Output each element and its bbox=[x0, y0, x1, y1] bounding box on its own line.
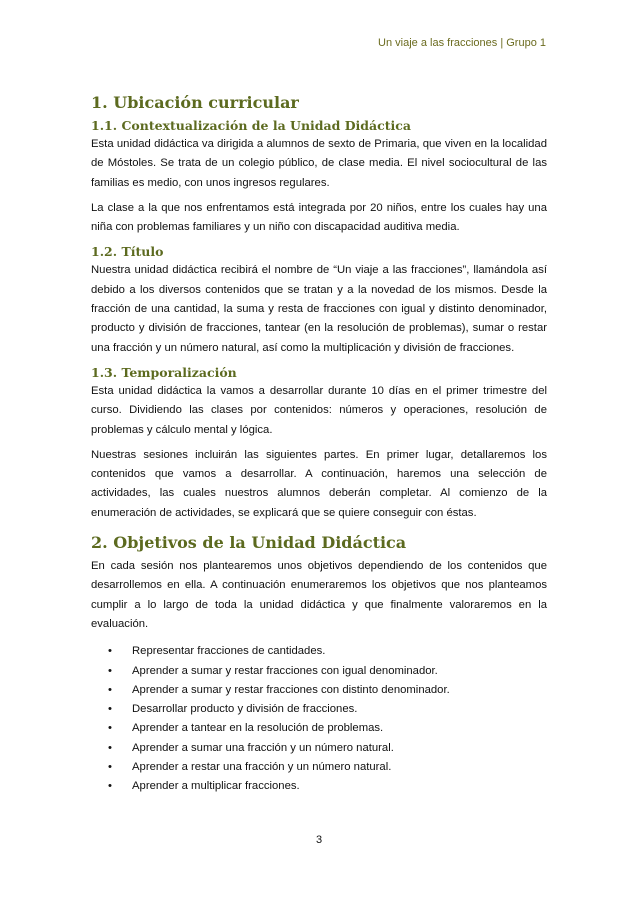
paragraph-context-2: La clase a la que nos enfrentamos está integrada por 20 niños, entre los cuales hay una niña con problemas familiares y un niño con discapacidad auditiva media. bbox=[91, 201, 547, 234]
paragraph-timing-2: Nuestras sesiones incluirán las siguientes partes. En primer lugar, detallaremos los contenidos que vamos a desarrollar. A continuación, haremos una selección de actividades, las cuales nuestros alumnos deberán completar. Al comienzo de la enumeración de actividades, se explicará que se quiere conseguir con éstas. bbox=[91, 448, 547, 519]
bullet-icon: • bbox=[108, 645, 112, 658]
objectives-list bbox=[91, 642, 547, 796]
list-item: • Aprender a sumar y restar fracciones con igual denominador. bbox=[108, 662, 547, 681]
subsection-heading-1-1: 1.1. Contextualización de la Unidad Didáctica bbox=[91, 118, 411, 133]
running-header: Un viaje a las fracciones | Grupo 1 bbox=[378, 37, 546, 49]
section-heading-1: 1. Ubicación curricular bbox=[91, 93, 299, 112]
list-item: • Aprender a sumar y restar fracciones con distinto denominador. bbox=[108, 681, 547, 700]
list-item: • Representar fracciones de cantidades. bbox=[108, 642, 547, 661]
list-item: • Desarrollar producto y división de fracciones. bbox=[108, 700, 547, 719]
page-number: 3 bbox=[315, 834, 323, 846]
list-item: • Aprender a tantear en la resolución de problemas. bbox=[108, 719, 547, 738]
bullet-icon: • bbox=[108, 703, 112, 716]
bullet-icon: • bbox=[108, 722, 112, 735]
bullet-icon: • bbox=[108, 761, 112, 774]
paragraph-title: Nuestra unidad didáctica recibirá el nombre de “Un viaje a las fracciones”, llamándola así debido a los diversos contenidos que se tratan y a la novedad de los mismos. Desde la fracción de una cantidad, la suma y resta de fracciones con igual y distinto denominador, producto y división de fracciones, tantear (en la resolución de problemas), sumar o restar una fracción y un número natural, así como la multiplicación y división de fracciones. bbox=[91, 264, 547, 354]
paragraph-context-1: Esta unidad didáctica va dirigida a alumnos de sexto de Primaria, que viven en la localidad de Móstoles. Se trata de un colegio público, de clase media. El nivel sociocultural de las familias es medio, con unos ingresos regulares. bbox=[91, 138, 547, 189]
section-heading-2: 2. Objetivos de la Unidad Didáctica bbox=[91, 533, 407, 553]
bullet-icon: • bbox=[108, 664, 112, 677]
paragraph-timing-1: Esta unidad didáctica la vamos a desarrollar durante 10 días en el primer trimestre del curso. Dividiendo las clases por contenidos: números y operaciones, resolución de problemas y cálculo mental y lógica. bbox=[91, 384, 547, 436]
list-item: • Aprender a sumar una fracción y un número natural. bbox=[108, 739, 547, 758]
bullet-icon: • bbox=[108, 780, 112, 793]
list-item: • Aprender a restar una fracción y un número natural. bbox=[108, 758, 547, 777]
list-item: • Aprender a multiplicar fracciones. bbox=[108, 777, 547, 796]
document-body bbox=[91, 93, 547, 797]
bullet-icon: • bbox=[108, 683, 112, 696]
bullet-icon: • bbox=[108, 741, 112, 754]
subsection-heading-1-2: 1.2. Título bbox=[91, 244, 164, 260]
paragraph-objectives: En cada sesión nos plantearemos unos objetivos dependiendo de los contenidos que desarrollemos en ella. A continuación enumeraremos los objetivos que nos planteamos cumplir a lo largo de toda la unidad didáctica y que finalmente valoraremos en la evaluación. bbox=[91, 560, 547, 630]
subsection-heading-1-3: 1.3. Temporalización bbox=[91, 364, 237, 380]
